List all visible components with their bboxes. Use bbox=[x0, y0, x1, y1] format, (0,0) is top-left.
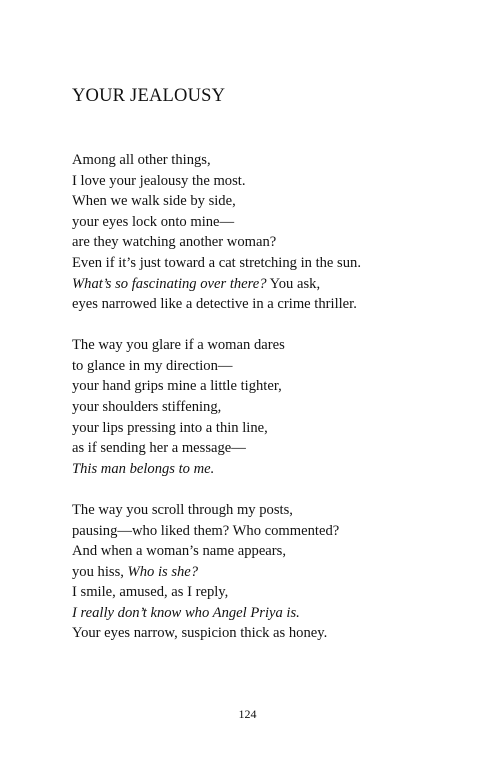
poem-line: are they watching another woman? bbox=[72, 234, 277, 251]
poem-body bbox=[72, 150, 472, 665]
italic-quote: What’s so fascinating over there? bbox=[72, 275, 267, 292]
poem-line: your hand grips mine a little tighter, bbox=[72, 378, 282, 395]
poem-line: The way you scroll through my posts, bbox=[72, 501, 293, 518]
poem-line: When we walk side by side, bbox=[72, 193, 236, 210]
stanza-3 bbox=[72, 500, 472, 644]
poem-line: I love your jealousy the most. bbox=[72, 172, 246, 189]
line-continuation: You ask, bbox=[266, 275, 321, 292]
poem-line: Among all other things, bbox=[72, 152, 211, 168]
poem-line: to glance in my direction— bbox=[72, 357, 233, 374]
poem-line: your shoulders stiffening, bbox=[72, 399, 222, 416]
page-number: 124 bbox=[238, 707, 257, 721]
poem-line: Your eyes narrow, suspicion thick as honey. bbox=[72, 625, 328, 642]
poem-line: your lips pressing into a thin line, bbox=[72, 419, 268, 436]
poem-line: pausing—who liked them? Who commented? bbox=[72, 522, 340, 539]
poem-line-italic: This man belongs to me. bbox=[72, 460, 215, 477]
poem-line bbox=[72, 274, 472, 295]
italic-quote: Who is she? bbox=[127, 563, 199, 580]
poem-line: as if sending her a message— bbox=[72, 440, 246, 457]
line-start: you hiss, bbox=[72, 563, 128, 580]
poem-title: YOUR JEALOUSY bbox=[72, 86, 226, 106]
poem-line: Even if it’s just toward a cat stretching in the sun. bbox=[72, 254, 361, 271]
poem-line bbox=[72, 562, 472, 583]
poem-line-italic: I really don’t know who Angel Priya is. bbox=[72, 604, 300, 621]
poem-line: your eyes lock onto mine— bbox=[72, 213, 235, 230]
stanza-2 bbox=[72, 335, 472, 479]
poem-line: eyes narrowed like a detective in a crime thriller. bbox=[72, 296, 357, 313]
stanza-1 bbox=[72, 150, 472, 315]
poem-line: And when a woman’s name appears, bbox=[72, 543, 286, 560]
poem-line: I smile, amused, as I reply, bbox=[72, 584, 229, 601]
poem-line: The way you glare if a woman dares bbox=[72, 337, 285, 354]
